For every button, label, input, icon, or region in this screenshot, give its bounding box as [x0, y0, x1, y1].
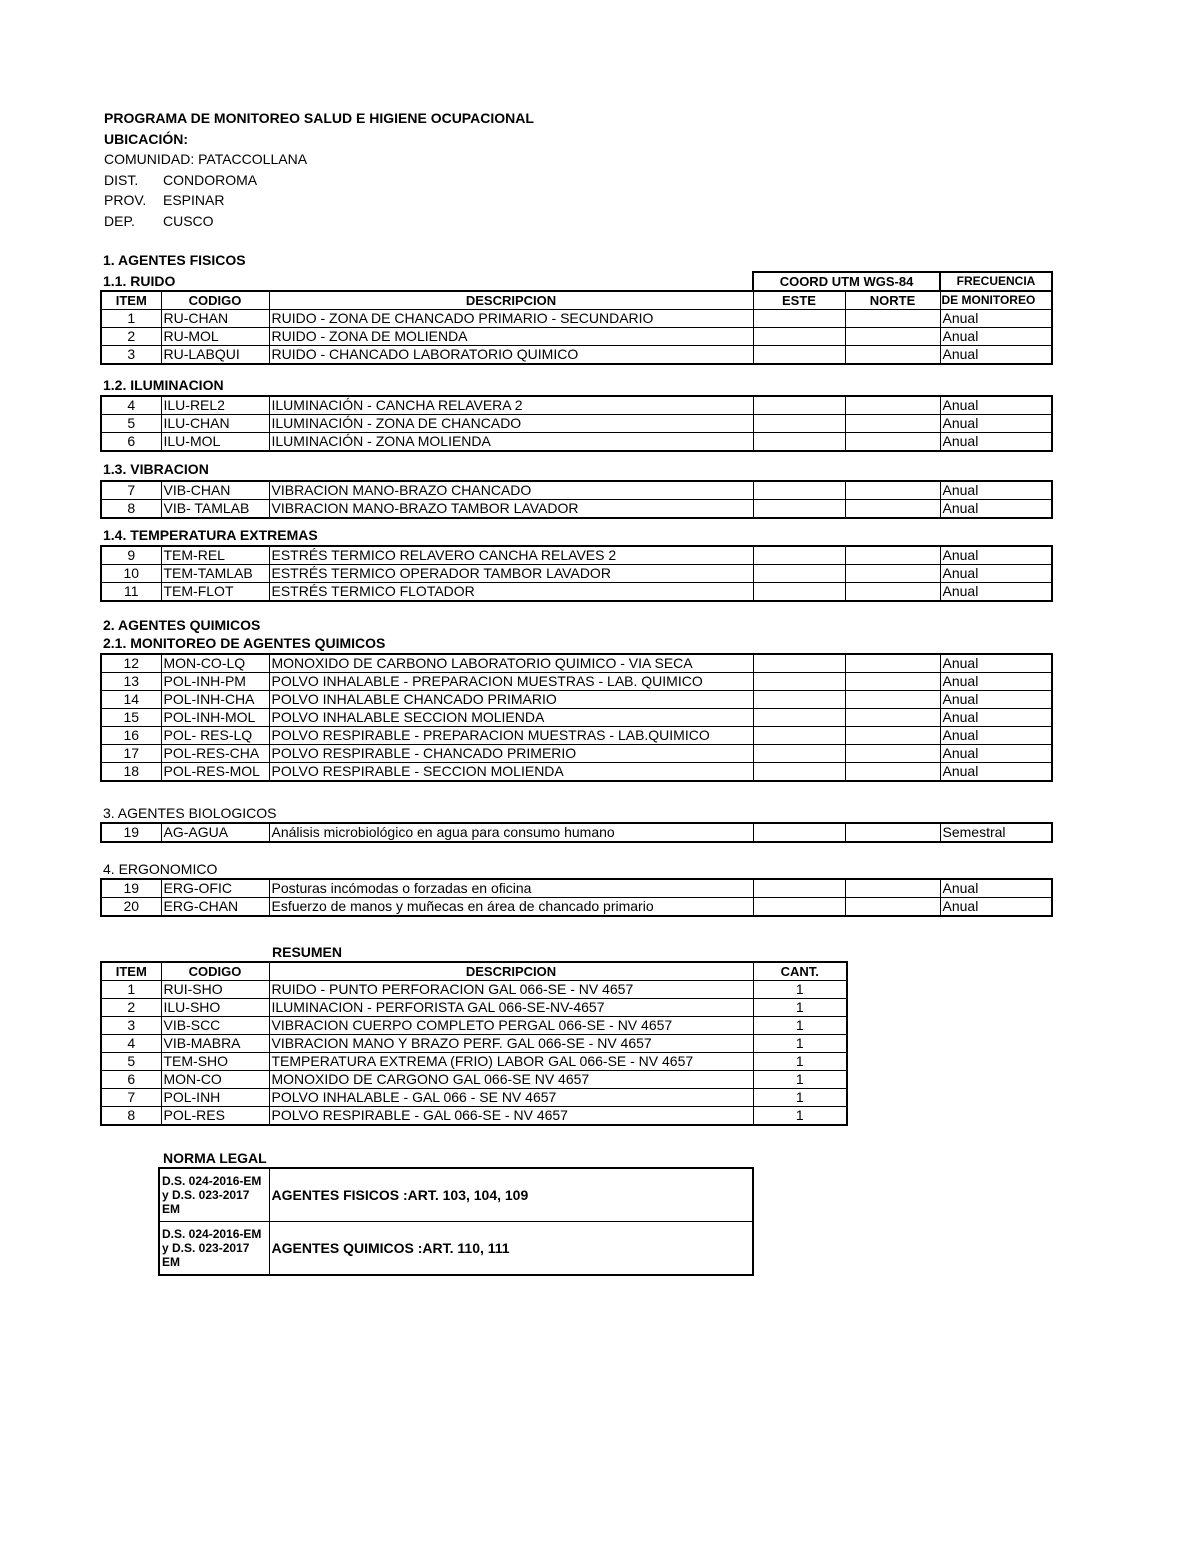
item-cell: 1 — [101, 310, 161, 328]
frecuencia-cell: Anual — [940, 546, 1052, 565]
norma-articles: AGENTES QUIMICOS :ART. 110, 111 — [269, 1222, 753, 1276]
prov-value: ESPINAR — [163, 192, 225, 208]
descripcion-cell: POLVO RESPIRABLE - GAL 066-SE - NV 4657 — [269, 1107, 753, 1126]
col-norte: NORTE — [845, 291, 940, 310]
codigo-cell: ILU-REL2 — [161, 396, 269, 415]
table-row — [101, 415, 1052, 433]
coord-header: COORD UTM WGS-84 — [753, 272, 940, 291]
item-cell: 19 — [101, 823, 161, 842]
codigo-cell: ILU-SHO — [161, 999, 269, 1017]
frecuencia-header: FRECUENCIA — [940, 272, 1052, 291]
norte-cell — [845, 709, 940, 727]
frecuencia-cell: Anual — [940, 565, 1052, 583]
item-cell: 20 — [101, 898, 161, 917]
este-cell — [753, 879, 845, 898]
vibracion-title: 1.3. VIBRACION — [103, 461, 209, 477]
item-cell: 11 — [101, 583, 161, 602]
res-col-descripcion: DESCRIPCION — [269, 962, 753, 981]
table-row — [101, 745, 1052, 763]
este-cell — [753, 310, 845, 328]
table-row — [101, 673, 1052, 691]
frecuencia-cell: Anual — [940, 727, 1052, 745]
norte-cell — [845, 346, 940, 365]
norte-cell — [845, 727, 940, 745]
col-este: ESTE — [753, 291, 845, 310]
norte-cell — [845, 691, 940, 709]
norte-cell — [845, 433, 940, 452]
codigo-cell: TEM-TAMLAB — [161, 565, 269, 583]
descripcion-cell: VIBRACION MANO-BRAZO CHANCADO — [269, 481, 753, 500]
dep-line — [104, 211, 534, 232]
frecuencia-cell: Anual — [940, 310, 1052, 328]
ruido-title: 1.1. RUIDO — [103, 273, 176, 289]
este-cell — [753, 328, 845, 346]
col-descripcion: DESCRIPCION — [269, 291, 753, 310]
frecuencia-cell: Anual — [940, 433, 1052, 452]
codigo-cell: RU-LABQUI — [161, 346, 269, 365]
table-row — [101, 346, 1052, 365]
vibracion-table — [100, 480, 1053, 519]
este-cell — [753, 823, 845, 842]
descripcion-cell: POLVO RESPIRABLE - CHANCADO PRIMERIO — [269, 745, 753, 763]
codigo-cell: RU-CHAN — [161, 310, 269, 328]
col-frecuencia: DE MONITOREO — [940, 291, 1052, 310]
temperatura-title: 1.4. TEMPERATURA EXTREMAS — [103, 527, 318, 543]
item-cell: 10 — [101, 565, 161, 583]
descripcion-cell: ILUMINACION - PERFORISTA GAL 066-SE-NV-4657 — [269, 999, 753, 1017]
norte-cell — [845, 583, 940, 602]
dep-value: CUSCO — [163, 212, 214, 229]
norma-reference: D.S. 024-2016-EM y D.S. 023-2017 EM — [159, 1222, 269, 1276]
item-cell: 17 — [101, 745, 161, 763]
item-cell: 7 — [101, 481, 161, 500]
frecuencia-cell: Anual — [940, 328, 1052, 346]
table-row — [101, 709, 1052, 727]
ruido-table — [100, 271, 1053, 365]
item-cell: 19 — [101, 879, 161, 898]
frecuencia-cell: Semestral — [940, 823, 1052, 842]
descripcion-cell: POLVO INHALABLE SECCION MOLIENDA — [269, 709, 753, 727]
descripcion-cell: RUIDO - CHANCADO LABORATORIO QUIMICO — [269, 346, 753, 365]
res-col-codigo: CODIGO — [161, 962, 269, 981]
codigo-cell: POL-RES-CHA — [161, 745, 269, 763]
este-cell — [753, 396, 845, 415]
descripcion-cell: ILUMINACIÓN - CANCHA RELAVERA 2 — [269, 396, 753, 415]
descripcion-cell: RUIDO - ZONA DE CHANCADO PRIMARIO - SECUNDARIO — [269, 310, 753, 328]
norma-row — [159, 1222, 753, 1276]
document-title: PROGRAMA DE MONITOREO SALUD E HIGIENE OCUPACIONAL — [104, 110, 534, 126]
descripcion-cell: VIBRACION CUERPO COMPLETO PERGAL 066-SE - NV 4657 — [269, 1017, 753, 1035]
norte-cell — [845, 565, 940, 583]
table-row — [101, 823, 1052, 842]
este-cell — [753, 500, 845, 519]
codigo-cell: VIB-SCC — [161, 1017, 269, 1035]
norma-reference: D.S. 024-2016-EM y D.S. 023-2017 EM — [159, 1168, 269, 1222]
resumen-header-row — [101, 962, 847, 981]
frecuencia-cell: Anual — [940, 673, 1052, 691]
codigo-cell: VIB-MABRA — [161, 1035, 269, 1053]
dep-label: DEP. — [104, 212, 135, 229]
norte-cell — [845, 328, 940, 346]
item-cell: 18 — [101, 763, 161, 782]
codigo-cell: TEM-SHO — [161, 1053, 269, 1071]
table-row — [101, 583, 1052, 602]
frecuencia-cell: Anual — [940, 346, 1052, 365]
codigo-cell: POL-INH-PM — [161, 673, 269, 691]
descripcion-cell: RUIDO - ZONA DE MOLIENDA — [269, 328, 753, 346]
codigo-cell: ILU-CHAN — [161, 415, 269, 433]
codigo-cell: VIB-CHAN — [161, 481, 269, 500]
item-cell: 3 — [101, 346, 161, 365]
table-row — [101, 396, 1052, 415]
table-row — [101, 727, 1052, 745]
descripcion-cell: Esfuerzo de manos y muñecas en área de chancado primario — [269, 898, 753, 917]
item-cell: 7 — [101, 1089, 161, 1107]
descripcion-cell: POLVO INHALABLE - PREPARACION MUESTRAS - LAB. QUIMICO — [269, 673, 753, 691]
norte-cell — [845, 898, 940, 917]
coord-header-row — [101, 272, 1052, 291]
descripcion-cell: MONOXIDO DE CARGONO GAL 066-SE NV 4657 — [269, 1071, 753, 1089]
item-cell: 3 — [101, 1017, 161, 1035]
col-item: ITEM — [101, 291, 161, 310]
este-cell — [753, 481, 845, 500]
descripcion-cell: POLVO INHALABLE CHANCADO PRIMARIO — [269, 691, 753, 709]
cant-cell: 1 — [753, 1107, 847, 1126]
este-cell — [753, 565, 845, 583]
table-row — [101, 481, 1052, 500]
codigo-cell: ERG-CHAN — [161, 898, 269, 917]
codigo-cell: POL-INH — [161, 1089, 269, 1107]
codigo-cell: MON-CO — [161, 1071, 269, 1089]
res-col-item: ITEM — [101, 962, 161, 981]
codigo-cell: ERG-OFIC — [161, 879, 269, 898]
este-cell — [753, 654, 845, 673]
cant-cell: 1 — [753, 1053, 847, 1071]
norte-cell — [845, 745, 940, 763]
temperatura-table — [100, 545, 1053, 602]
item-cell: 14 — [101, 691, 161, 709]
ubicacion-label: UBICACIÓN: — [104, 130, 188, 147]
descripcion-cell: TEMPERATURA EXTREMA (FRIO) LABOR GAL 066-SE - NV 4657 — [269, 1053, 753, 1071]
item-cell: 8 — [101, 1107, 161, 1126]
cant-cell: 1 — [753, 1017, 847, 1035]
col-codigo: CODIGO — [161, 291, 269, 310]
dist-label: DIST. — [104, 171, 139, 188]
codigo-cell: AG-AGUA — [161, 823, 269, 842]
este-cell — [753, 415, 845, 433]
codigo-cell: TEM-FLOT — [161, 583, 269, 602]
resumen-row — [101, 981, 847, 999]
codigo-cell: TEM-REL — [161, 546, 269, 565]
iluminacion-table — [100, 395, 1053, 452]
codigo-cell: RU-MOL — [161, 328, 269, 346]
item-cell: 16 — [101, 727, 161, 745]
table-row — [101, 879, 1052, 898]
frecuencia-cell: Anual — [940, 898, 1052, 917]
item-cell: 2 — [101, 999, 161, 1017]
resumen-row — [101, 1107, 847, 1126]
codigo-cell: POL-RES-MOL — [161, 763, 269, 782]
resumen-row — [101, 1089, 847, 1107]
item-cell: 6 — [101, 433, 161, 452]
resumen-row — [101, 1017, 847, 1035]
item-cell: 4 — [101, 396, 161, 415]
norte-cell — [845, 823, 940, 842]
codigo-cell: RUI-SHO — [161, 981, 269, 999]
descripcion-cell: ILUMINACIÓN - ZONA DE CHANCADO — [269, 415, 753, 433]
cant-cell: 1 — [753, 1035, 847, 1053]
norte-cell — [845, 673, 940, 691]
item-cell: 5 — [101, 1053, 161, 1071]
este-cell — [753, 346, 845, 365]
biologicos-table — [100, 822, 1053, 843]
este-cell — [753, 709, 845, 727]
item-cell: 6 — [101, 1071, 161, 1089]
este-cell — [753, 691, 845, 709]
section1-title: 1. AGENTES FISICOS — [103, 252, 246, 268]
section2-title: 2. AGENTES QUIMICOS — [103, 617, 261, 633]
codigo-cell: POL-RES — [161, 1107, 269, 1126]
resumen-row — [101, 1071, 847, 1089]
frecuencia-cell: Anual — [940, 415, 1052, 433]
frecuencia-cell: Anual — [940, 763, 1052, 782]
descripcion-cell: VIBRACION MANO-BRAZO TAMBOR LAVADOR — [269, 500, 753, 519]
este-cell — [753, 673, 845, 691]
norte-cell — [845, 415, 940, 433]
norma-articles: AGENTES FISICOS :ART. 103, 104, 109 — [269, 1168, 753, 1222]
descripcion-cell: RUIDO - PUNTO PERFORACION GAL 066-SE - NV 4657 — [269, 981, 753, 999]
table-row — [101, 500, 1052, 519]
descripcion-cell: Análisis microbiológico en agua para consumo humano — [269, 823, 753, 842]
res-col-cant: CANT. — [753, 962, 847, 981]
cant-cell: 1 — [753, 981, 847, 999]
item-cell: 4 — [101, 1035, 161, 1053]
descripcion-cell: MONOXIDO DE CARBONO LABORATORIO QUIMICO - VIA SECA — [269, 654, 753, 673]
norma-row — [159, 1168, 753, 1222]
prov-label: PROV. — [104, 192, 147, 208]
descripcion-cell: Posturas incómodas o forzadas en oficina — [269, 879, 753, 898]
document-header — [104, 108, 534, 231]
frecuencia-cell: Anual — [940, 879, 1052, 898]
codigo-cell: VIB- TAMLAB — [161, 500, 269, 519]
este-cell — [753, 898, 845, 917]
item-cell: 8 — [101, 500, 161, 519]
section4-title: 4. ERGONOMICO — [103, 861, 218, 877]
norte-cell — [845, 500, 940, 519]
este-cell — [753, 583, 845, 602]
frecuencia-cell: Anual — [940, 396, 1052, 415]
table-row — [101, 898, 1052, 917]
ergonomico-table — [100, 878, 1053, 917]
frecuencia-cell: Anual — [940, 654, 1052, 673]
codigo-cell: ILU-MOL — [161, 433, 269, 452]
este-cell — [753, 727, 845, 745]
resumen-table — [100, 961, 848, 1126]
table-row — [101, 654, 1052, 673]
descripcion-cell: ESTRÉS TERMICO FLOTADOR — [269, 583, 753, 602]
norte-cell — [845, 763, 940, 782]
section3-title: 3. AGENTES BIOLOGICOS — [103, 805, 277, 821]
table-row — [101, 691, 1052, 709]
descripcion-cell: VIBRACION MANO Y BRAZO PERF. GAL 066-SE - NV 4657 — [269, 1035, 753, 1053]
norte-cell — [845, 654, 940, 673]
frecuencia-cell: Anual — [940, 500, 1052, 519]
descripcion-cell: POLVO RESPIRABLE - PREPARACION MUESTRAS - LAB.QUIMICO — [269, 727, 753, 745]
dist-line — [104, 170, 534, 191]
frecuencia-cell: Anual — [940, 481, 1052, 500]
quimicos-table — [100, 653, 1053, 782]
resumen-title: RESUMEN — [272, 944, 343, 960]
item-cell: 5 — [101, 415, 161, 433]
codigo-cell: POL- RES-LQ — [161, 727, 269, 745]
item-cell: 2 — [101, 328, 161, 346]
frecuencia-cell: Anual — [940, 745, 1052, 763]
norte-cell — [845, 396, 940, 415]
este-cell — [753, 433, 845, 452]
norte-cell — [845, 481, 940, 500]
frecuencia-cell: Anual — [940, 583, 1052, 602]
column-header-row — [101, 291, 1052, 310]
table-row — [101, 546, 1052, 565]
codigo-cell: POL-INH-MOL — [161, 709, 269, 727]
item-cell: 13 — [101, 673, 161, 691]
norma-title: NORMA LEGAL — [163, 1150, 267, 1166]
table-row — [101, 565, 1052, 583]
este-cell — [753, 546, 845, 565]
iluminacion-title: 1.2. ILUMINACION — [103, 377, 224, 393]
cant-cell: 1 — [753, 1089, 847, 1107]
item-cell: 12 — [101, 654, 161, 673]
table-row — [101, 328, 1052, 346]
dist-value: CONDOROMA — [163, 171, 258, 188]
norte-cell — [845, 310, 940, 328]
item-cell: 1 — [101, 981, 161, 999]
codigo-cell: MON-CO-LQ — [161, 654, 269, 673]
table-row — [101, 433, 1052, 452]
cant-cell: 1 — [753, 999, 847, 1017]
cant-cell: 1 — [753, 1071, 847, 1089]
table-row — [101, 763, 1052, 782]
table-row — [101, 310, 1052, 328]
codigo-cell: POL-INH-CHA — [161, 691, 269, 709]
descripcion-cell: ESTRÉS TERMICO RELAVERO CANCHA RELAVES 2 — [269, 546, 753, 565]
section2-subtitle: 2.1. MONITOREO DE AGENTES QUIMICOS — [103, 635, 386, 651]
descripcion-cell: POLVO INHALABLE - GAL 066 - SE NV 4657 — [269, 1089, 753, 1107]
resumen-row — [101, 1035, 847, 1053]
frecuencia-cell: Anual — [940, 709, 1052, 727]
item-cell: 9 — [101, 546, 161, 565]
descripcion-cell: ESTRÉS TERMICO OPERADOR TAMBOR LAVADOR — [269, 565, 753, 583]
descripcion-cell: ILUMINACIÓN - ZONA MOLIENDA — [269, 433, 753, 452]
comunidad-line: COMUNIDAD: PATACCOLLANA — [104, 151, 308, 167]
descripcion-cell: POLVO RESPIRABLE - SECCION MOLIENDA — [269, 763, 753, 782]
norte-cell — [845, 879, 940, 898]
este-cell — [753, 745, 845, 763]
item-cell: 15 — [101, 709, 161, 727]
resumen-row — [101, 999, 847, 1017]
este-cell — [753, 763, 845, 782]
norte-cell — [845, 546, 940, 565]
norma-table — [158, 1167, 754, 1276]
frecuencia-cell: Anual — [940, 691, 1052, 709]
resumen-row — [101, 1053, 847, 1071]
prov-line — [104, 190, 534, 211]
